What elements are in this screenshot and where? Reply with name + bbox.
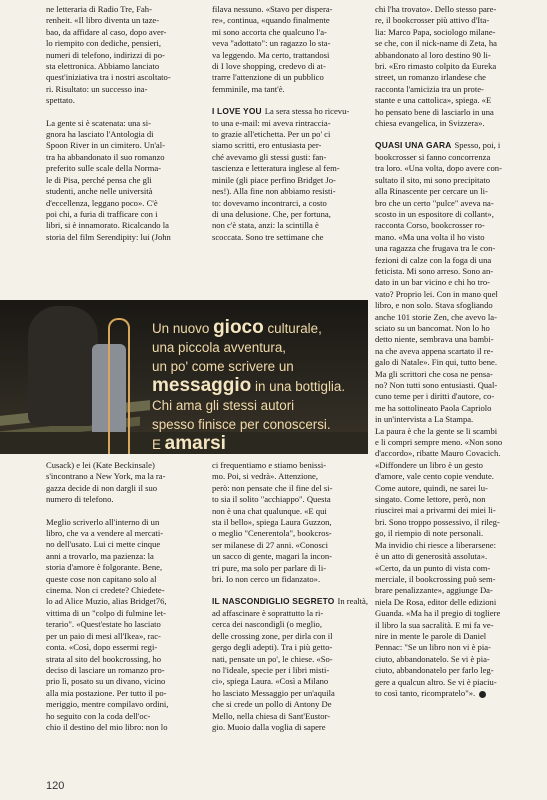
text-line: ad affascinare è soprattutto la ri- bbox=[212, 607, 324, 618]
text-line: sultato il sito, mi sono precipitato bbox=[375, 174, 491, 185]
text-line: gazza decide di non dargli il suo bbox=[46, 482, 158, 493]
text-line: chio il destino del mio libro: non lo bbox=[46, 721, 168, 732]
text-line: per un paio di mesi all'Ikea», rac- bbox=[46, 630, 161, 641]
text-line: tra loro. «Una volta, dopo avere con- bbox=[375, 163, 502, 174]
text-line: abbandonato al loro destino 90 li- bbox=[375, 49, 491, 60]
text-line: una ragazza che frugava tra le con- bbox=[375, 243, 496, 254]
text-line: ho lasciato Messaggio per un'aquila bbox=[212, 687, 335, 698]
text-line: prio lì, posato su un divano, vicino bbox=[46, 676, 166, 687]
text-line: il libro la sua sacralità. E mi fa ve- bbox=[375, 619, 494, 630]
text-line: La paura è che la gente se li scambi bbox=[375, 425, 498, 436]
text-line: racconta l'amicizia tra un prote- bbox=[375, 83, 484, 94]
pull-quote: Un nuovo gioco culturale, una piccola avventura, un po' come scrivere un messaggio in una bottiglia. Chi ama gli stessi autori spesso finisce per conoscersi. E amarsi bbox=[152, 317, 346, 454]
text-line: studenti, anche nelle università bbox=[46, 186, 153, 197]
text-line: tri pure, ma solo per parlare di li- bbox=[212, 562, 327, 573]
paragraph-break bbox=[212, 95, 364, 106]
text-line: chiesa evangelica, in Svizzera». bbox=[375, 118, 485, 129]
section-kicker: IL NASCONDIGLIO SEGRETO bbox=[212, 596, 335, 607]
text-line: sta il bello», spiega Laura Guzzon, bbox=[212, 517, 332, 528]
section-kicker: I LOVE YOU bbox=[212, 106, 262, 117]
person-figure bbox=[28, 306, 98, 426]
text-line: chi l'ha trovato». Dello stesso pare- bbox=[375, 4, 497, 14]
text-line: storia del film Serendipity: lui (John bbox=[46, 231, 171, 242]
text-line: «Diffondere un libro è un gesto bbox=[375, 459, 483, 470]
text-line: ser milanese di 27 anni. «Conosci bbox=[212, 539, 328, 550]
text-line: IL NASCONDIGLIO SEGRETO In realtà, bbox=[212, 596, 369, 607]
text-line: di I love shopping, credevo di at- bbox=[212, 61, 326, 72]
text-line: strata al sito del bookcrossing, ho bbox=[46, 653, 162, 664]
text-line: gergo degli adepti). Tra i più getto- bbox=[212, 642, 333, 653]
text-line: è un atto di generosità assoluta». bbox=[375, 551, 488, 562]
end-of-article-icon bbox=[479, 691, 486, 698]
text-line: scosto in un espositore di collant», bbox=[375, 208, 494, 219]
text-line: nati, pensate un po', le chiese. «So- bbox=[212, 653, 333, 664]
text-line: d'amore, vale cento copie vendute. bbox=[375, 471, 494, 482]
text-line: veva "adottato": un ragazzo lo sta- bbox=[212, 38, 331, 49]
text-line: La gente si è scatenata: una si- bbox=[46, 117, 151, 128]
text-line: gnora ha lasciato l'Antologia di bbox=[46, 129, 154, 140]
text-line: lo ad Alice Muzio, alias Bridget76, bbox=[46, 596, 167, 607]
paragraph-break bbox=[46, 506, 197, 517]
text-line: numeri di telefono, indirizzi di po- bbox=[46, 49, 165, 60]
text-line: alla Rinascente per cercare un li- bbox=[375, 186, 488, 197]
text-line: d'accordo», ribatte Mauro Covacich. bbox=[375, 448, 501, 459]
text-line: re», continua, «quando finalmente bbox=[212, 15, 330, 26]
column-1-top bbox=[46, 4, 197, 243]
text-line: anni a trovarlo, ma pazienza: la bbox=[46, 550, 154, 561]
text-line: tascienza e letteratura inglese al fem- bbox=[212, 163, 340, 174]
text-line: e li compri sempre meno. «Non sono bbox=[375, 437, 503, 448]
text-line: ne letteraria di Radio Tre, Fah- bbox=[46, 4, 152, 14]
text-line: merciale, il bookcrossing può sem- bbox=[375, 573, 496, 584]
text-line: in un'intervista a La Stampa. bbox=[375, 414, 474, 425]
text-line: deciso di lasciare un romanzo pro- bbox=[46, 664, 165, 675]
text-line: singato. Come lettore, però, non bbox=[375, 494, 486, 505]
text-line: quest'iniziativa tra i nostri ascoltato- bbox=[46, 72, 171, 83]
text-line: queste cose non capitano solo al bbox=[46, 573, 157, 584]
text-line: ho pensato bene di lasciarlo in una bbox=[375, 106, 494, 117]
text-line: bri. «Ero rimasto colpito da Eureka bbox=[375, 61, 497, 72]
text-line: d'eccellenza, leggano poco». C'è bbox=[46, 197, 158, 208]
text-line: ciuto, abbandonatelo. Se vi è pia- bbox=[375, 653, 490, 664]
text-line: brare penalizzante», aggiunge Da- bbox=[375, 585, 493, 596]
text-line: siamo scritti, ero entusiasta per- bbox=[212, 140, 322, 151]
text-line: racconta Corso, bookcrosser ro- bbox=[375, 220, 485, 231]
text-line: storia d'amore è folgorante. Bene, bbox=[46, 562, 163, 573]
text-line: vittima di un "colpo di fulmine let- bbox=[46, 607, 166, 618]
text-line: non è una chat qualunque. «E qui bbox=[212, 505, 327, 516]
text-line: no? Non tutti sono entusiasti. Qual- bbox=[375, 380, 498, 390]
text-line: trarre l'attenzione di un pubblico bbox=[212, 72, 324, 83]
text-line: renheit. «Il libro diventa un taze- bbox=[46, 15, 160, 26]
text-line: «Certo, da un punto di vista com- bbox=[375, 562, 491, 573]
text-line: na che aveva appena scartato il re- bbox=[375, 345, 494, 356]
text-line: delle crossing zone, per dirla con il bbox=[212, 630, 333, 641]
text-line: meriggio, mentre compilavo ordini, bbox=[46, 699, 169, 710]
text-line: to una e-mail: mi aveva rintraccia- bbox=[212, 117, 331, 128]
text-line: minile (gli piace perfino Bridget Jo- bbox=[212, 174, 336, 185]
text-line: spettato. bbox=[46, 95, 75, 106]
text-line: Come autore, quindi, ne sarei lu- bbox=[375, 482, 488, 493]
text-line: bro che un certo "pulce" aveva na- bbox=[375, 197, 494, 208]
text-line: mo. Poi, si vedrà». Attenzione, bbox=[212, 471, 318, 482]
text-line: ci», spiega Laura. «Così a Milano bbox=[212, 676, 329, 687]
text-line: cinema. Non ci credete? Chiedete- bbox=[46, 585, 165, 596]
text-line: re, il bookcrosser più attivo d'Ita- bbox=[375, 15, 490, 26]
text-line: poi chi, a furia di trafficare con i bbox=[46, 208, 158, 219]
text-line: scoccata. Sono tre settimane che bbox=[212, 231, 324, 242]
text-line: ci frequentiamo e stiamo benissi- bbox=[212, 460, 327, 470]
text-line: bri. Io non cerco un fidanzato». bbox=[212, 574, 321, 585]
text-line: feticista. Mi sono arreso. Sono an- bbox=[375, 265, 494, 276]
decorative-frame-line bbox=[108, 318, 130, 454]
text-line: conta. «Così, dopo essermi regi- bbox=[46, 642, 158, 653]
text-line: va leggendo. Ma certo, trattandosi bbox=[212, 49, 330, 60]
text-line: mano. «Ma una volta il ho visto bbox=[375, 231, 485, 242]
section-kicker: QUASI UNA GARA bbox=[375, 140, 452, 151]
paragraph-break bbox=[375, 129, 525, 140]
text-line: fezioni di calze con la foga di una bbox=[375, 254, 492, 265]
paragraph-break bbox=[212, 585, 364, 596]
text-line: ciuto, abbandonatelo per farlo leg- bbox=[375, 665, 494, 676]
text-line: lo riempito con dediche, pensieri, bbox=[46, 38, 162, 49]
text-line: niela De Rosa, editor delle edizioni bbox=[375, 596, 497, 607]
text-line: preferito sulle scale della Norma- bbox=[46, 163, 162, 174]
text-line: nes!). Alla fine non abbiamo resisti- bbox=[212, 186, 336, 197]
text-line: ché avevamo gli stessi gusti: fan- bbox=[212, 151, 327, 162]
text-line: to: dovevamo incontrarci, a costo bbox=[212, 197, 327, 208]
column-2-top bbox=[212, 4, 364, 243]
text-line: go, il riempio di note personali. bbox=[375, 528, 484, 539]
text-line: street, un romanzo irlandese che bbox=[375, 72, 486, 83]
text-line: anche 101 storie Zen, che avevo la- bbox=[375, 311, 497, 322]
text-line: no l'ideale, specie per i libri misti- bbox=[212, 664, 330, 675]
text-line: o meglio "Cenerentola", bookcros- bbox=[212, 528, 332, 539]
text-line: Guanda. «Ma ha il pregio di togliere bbox=[375, 608, 501, 619]
text-line: mi sono accorta che qualcuno l'a- bbox=[212, 26, 327, 37]
text-line: libro, e non solo. Stava sfogliando bbox=[375, 300, 493, 311]
text-line: nire in mente le parole di Daniel bbox=[375, 630, 487, 641]
paragraph-break bbox=[46, 107, 197, 118]
text-line: to sia il solito "acchiappo". Questa bbox=[212, 494, 331, 505]
text-line: non c'è stata, anzi: la scintilla è bbox=[212, 220, 319, 231]
text-line: Pennac: "Se un libro non vi è pia- bbox=[375, 642, 491, 653]
text-line: Meglio scriverlo all'interno di un bbox=[46, 516, 160, 527]
text-line: dato in un bar vicino e chi ho tro- bbox=[375, 277, 491, 288]
text-line: libro, che va a vendere al mercati- bbox=[46, 528, 164, 539]
text-line: ho seguito con la coda dell'oc- bbox=[46, 710, 151, 721]
text-line: sciato su un bancomat. Non lo ho bbox=[375, 322, 490, 333]
text-line: filava nessuno. «Stavo per dispera- bbox=[212, 4, 333, 14]
text-line: bao, da affidare al caso, dopo aver- bbox=[46, 26, 167, 37]
text-line: alla mia postazione. Per tutto il po- bbox=[46, 687, 167, 698]
text-line: to così tanto, ricompratelo"». bbox=[375, 688, 525, 699]
text-line: galo di Natale». Fin qui, tutto bene. bbox=[375, 357, 497, 368]
page-number: 120 bbox=[46, 780, 65, 792]
text-line: bookcrosser si fanno concorrenza bbox=[375, 151, 491, 162]
text-line: numero di telefono. bbox=[46, 494, 114, 505]
text-line: libri, si è innamorato. Ricalcando la bbox=[46, 220, 169, 231]
column-3 bbox=[375, 4, 525, 699]
text-line: Cusack) e lei (Kate Beckinsale) bbox=[46, 460, 155, 470]
column-2-bottom bbox=[212, 460, 369, 733]
text-line: ri. Risultato: un successo ina- bbox=[46, 83, 148, 94]
text-line: lia: Marco Papa, sociologo milane- bbox=[375, 26, 496, 37]
text-line: gio. Muoio dalla voglia di sapere bbox=[212, 721, 326, 732]
text-line: QUASI UNA GARA Spesso, poi, i bbox=[375, 140, 501, 151]
text-line: no dell'usato. Lui ci mette cinque bbox=[46, 539, 161, 550]
text-line: riuscirei mai a privarmi dei miei li- bbox=[375, 505, 496, 516]
text-line: vato? Proprio lei. Con in mano quel bbox=[375, 288, 498, 299]
text-line: s'incontrano a New York, ma la ra- bbox=[46, 471, 166, 482]
text-line: cerca dei nascondigli (o meglio, bbox=[212, 619, 323, 630]
text-line: che si crede un pollo di Antony De bbox=[212, 699, 332, 710]
text-line: femminile, ma tant'è. bbox=[212, 83, 285, 94]
text-line: to grazie all'etichetta. Per un po' ci bbox=[212, 129, 331, 140]
text-line: tra ha abbandonato il suo romanzo bbox=[46, 151, 165, 162]
text-line: cuno teme per i diritti d'autore, co- bbox=[375, 391, 495, 402]
text-line: terario". «Quest'estate ho lasciato bbox=[46, 619, 161, 630]
text-line: se che, con il nick-name di Zeta, ha bbox=[375, 38, 497, 49]
text-line: sta elettronica. Abbiamo lanciato bbox=[46, 61, 160, 72]
text-line: detto niente, sembrava una bambi- bbox=[375, 334, 494, 345]
text-line: I LOVE YOU La sera stessa ho ricevu- bbox=[212, 106, 350, 117]
text-line: Mello, nella chiesa di Sant'Eustor- bbox=[212, 710, 331, 721]
text-line: Ma gli scrittori che cosa ne pensa- bbox=[375, 368, 493, 379]
text-line: stante e una cattolica», spiega. «E bbox=[375, 95, 492, 106]
text-line: Ma invidio chi riesce a liberarsene: bbox=[375, 539, 496, 550]
text-line: un sacco di gente, magari la incon- bbox=[212, 551, 333, 562]
text-line: però: non pensate che il fine del si- bbox=[212, 482, 333, 493]
text-line: bri. Sono troppo possessivo, il rileg- bbox=[375, 516, 500, 527]
column-1-bottom bbox=[46, 460, 197, 733]
text-line: le di Pisa, perché pensa che gli bbox=[46, 174, 152, 185]
text-line: me ha sottolineato Paola Capriolo bbox=[375, 402, 492, 413]
text-line: di una delusione. Che, per fortuna, bbox=[212, 208, 331, 219]
text-line: gere a qualcun altro. Se vi è piaciu- bbox=[375, 676, 497, 687]
text-line: Spoon River in un cimitero. Un'al- bbox=[46, 140, 165, 151]
